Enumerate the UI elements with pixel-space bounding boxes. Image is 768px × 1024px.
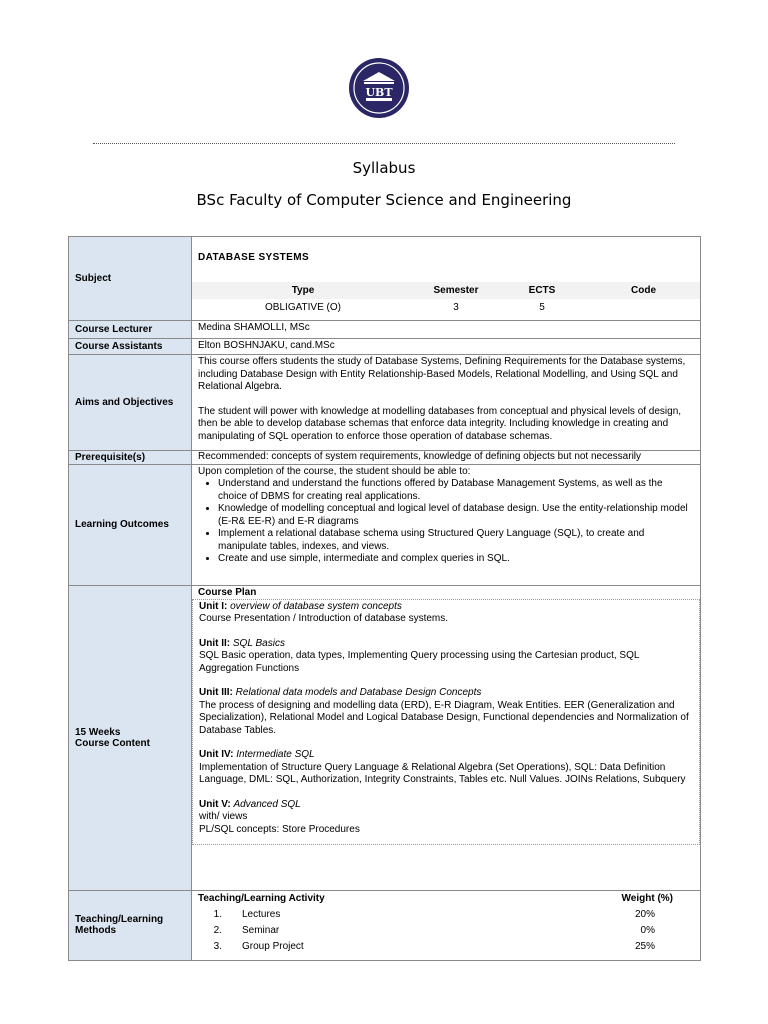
row-activity: Group Project: [242, 941, 304, 952]
row-activity: Lectures: [242, 909, 281, 920]
unit-4-desc: Implementation of Structure Query Language & Relational Algebra (Set Operations), SQL: Data Definition Language, DML: SQL, Authorization, Integrity Constraints, Tables etc. Null Values. JOINs Relations, Subquery: [199, 761, 686, 785]
row-num: 3.: [213, 941, 222, 952]
unit-5: [199, 799, 693, 837]
unit-2-topic: SQL Basics: [232, 637, 285, 649]
prerequisites-row: [69, 451, 701, 465]
assistants-row: [69, 339, 701, 355]
separator-line: [93, 143, 675, 144]
row-num: 1.: [213, 909, 222, 920]
logo-text: UBT: [365, 86, 393, 99]
list-item: • Implement a relational database schema using Structured Query Language (SQL), to create and manipulate tables, indexes, and views.: [218, 528, 694, 553]
content-label: [69, 585, 192, 890]
outcomes-row: [69, 464, 701, 585]
assistants-label: Course Assistants: [69, 339, 192, 355]
lecturer-value: Medina SHAMOLLI, MSc: [198, 322, 310, 333]
unit-5-desc-1: with/ views: [199, 811, 248, 822]
methods-table: [192, 891, 701, 955]
unit-3-desc: The process of designing and modelling data (ERD), E-R Diagram, Weak Entities. EER (Generalization and Specialization), Relational Model and Logical Database Design, Functional dependencies and Normalization of Database Tables.: [199, 699, 689, 736]
row-weight: 0%: [640, 925, 655, 936]
row-num: 2.: [213, 925, 222, 936]
unit-1-desc: Course Presentation / Introduction of database systems.: [199, 613, 449, 624]
outcomes-intro: Upon completion of the course, the student should be able to:: [198, 465, 471, 477]
subject-row: [69, 237, 701, 321]
table-row: [192, 939, 701, 955]
lecturer-row: [69, 321, 701, 339]
list-item: • Understand and understand the functions offered by Database Management Systems, as well as the choice of DBMS for creating real applications.: [218, 478, 694, 503]
col-ects: ECTS: [498, 282, 586, 299]
row-activity: Seminar: [242, 925, 280, 936]
content-label-line2: Course Content: [75, 737, 150, 749]
unit-3-topic: Relational data models and Database Design Concepts: [235, 687, 482, 698]
unit-2: [199, 638, 693, 676]
unit-2-name: Unit II:: [199, 637, 231, 649]
aims-row: [69, 355, 701, 451]
table-row: [192, 923, 701, 939]
prerequisites-label: Prerequisite(s): [69, 451, 192, 465]
page-title: Syllabus: [352, 159, 416, 177]
content-label-line1: 15 Weeks: [75, 726, 121, 738]
unit-5-topic: Advanced SQL: [233, 798, 301, 810]
code-value: [586, 299, 701, 316]
subject-details-header: [192, 282, 701, 299]
content-row: [69, 585, 701, 890]
syllabus-table: [68, 236, 701, 961]
subject-label: Subject: [69, 237, 192, 321]
unit-3: [199, 687, 693, 737]
type-value: OBLIGATIVE (O): [265, 302, 341, 313]
aims-paragraph-2: The student will power with knowledge at modelling databases from conceptual and physical levels of design, then be able to develop database schemas that enforce data integrity. Including knowledge in creating and manipulating of SQL operation to enforce those operation of database schemas.: [198, 405, 682, 442]
list-item: • Create and use simple, intermediate and complex queries in SQL.: [218, 553, 694, 566]
subject-details-table: [192, 282, 701, 316]
col-type: Type: [192, 282, 414, 299]
list-item: • Knowledge of modelling conceptual and logical level of database design. Use the entity-relationship model (E-R& EE-R) and E-R diagrams: [218, 503, 694, 528]
unit-5-name: Unit V:: [199, 798, 231, 810]
col-code: Code: [586, 282, 701, 299]
unit-5-desc-2: PL/SQL concepts: Store Procedures: [199, 823, 360, 835]
methods-label-line1: Teaching/Learning: [75, 914, 164, 925]
ects-value: 5: [539, 302, 545, 313]
aims-paragraph-1: This course offers students the study of Database Systems, Defining Requirements for the Database systems, including Database Design with Entity Relationship-Based Models, Relational Modelling, and Using SQL and Relational Algebra.: [198, 356, 686, 392]
prerequisites-value: Recommended: concepts of system requirements, knowledge of defining objects but not necessarily: [198, 451, 642, 462]
aims-label: Aims and Objectives: [69, 355, 192, 451]
unit-3-name: Unit III:: [199, 687, 233, 698]
unit-4-name: Unit IV:: [199, 749, 234, 760]
unit-4-topic: Intermediate SQL: [236, 749, 315, 760]
methods-label-line2: Methods: [75, 925, 117, 936]
ubt-logo: [348, 57, 410, 119]
course-plan-title: Course Plan: [198, 586, 257, 598]
unit-1-name: Unit I:: [199, 600, 228, 612]
col-activity: Teaching/Learning Activity: [198, 893, 325, 904]
methods-label: [69, 890, 192, 960]
methods-header: [192, 891, 701, 907]
unit-1-topic: overview of database system concepts: [230, 600, 402, 612]
outcomes-list: [198, 478, 694, 566]
unit-2-desc: SQL Basic operation, data types, Implementing Query processing using the Cartesian product, SQL Aggregation Functions: [199, 650, 640, 674]
col-semester: Semester: [414, 282, 498, 299]
col-weight: Weight (%): [621, 893, 673, 904]
subject-name: DATABASE SYSTEMS: [198, 252, 310, 263]
unit-4: [199, 749, 693, 787]
assistants-value: Elton BOSHNJAKU, cand.MSc: [198, 340, 335, 351]
row-weight: 25%: [634, 941, 655, 952]
unit-1: [199, 601, 693, 626]
row-weight: 20%: [634, 909, 655, 920]
page-subtitle: BSc Faculty of Computer Science and Engineering: [196, 191, 572, 209]
subject-details-values: [192, 299, 701, 316]
lecturer-label: Course Lecturer: [69, 321, 192, 339]
semester-value: 3: [453, 302, 459, 313]
table-row: [192, 907, 701, 923]
outcomes-label: Learning Outcomes: [69, 464, 192, 585]
methods-row: [69, 890, 701, 960]
